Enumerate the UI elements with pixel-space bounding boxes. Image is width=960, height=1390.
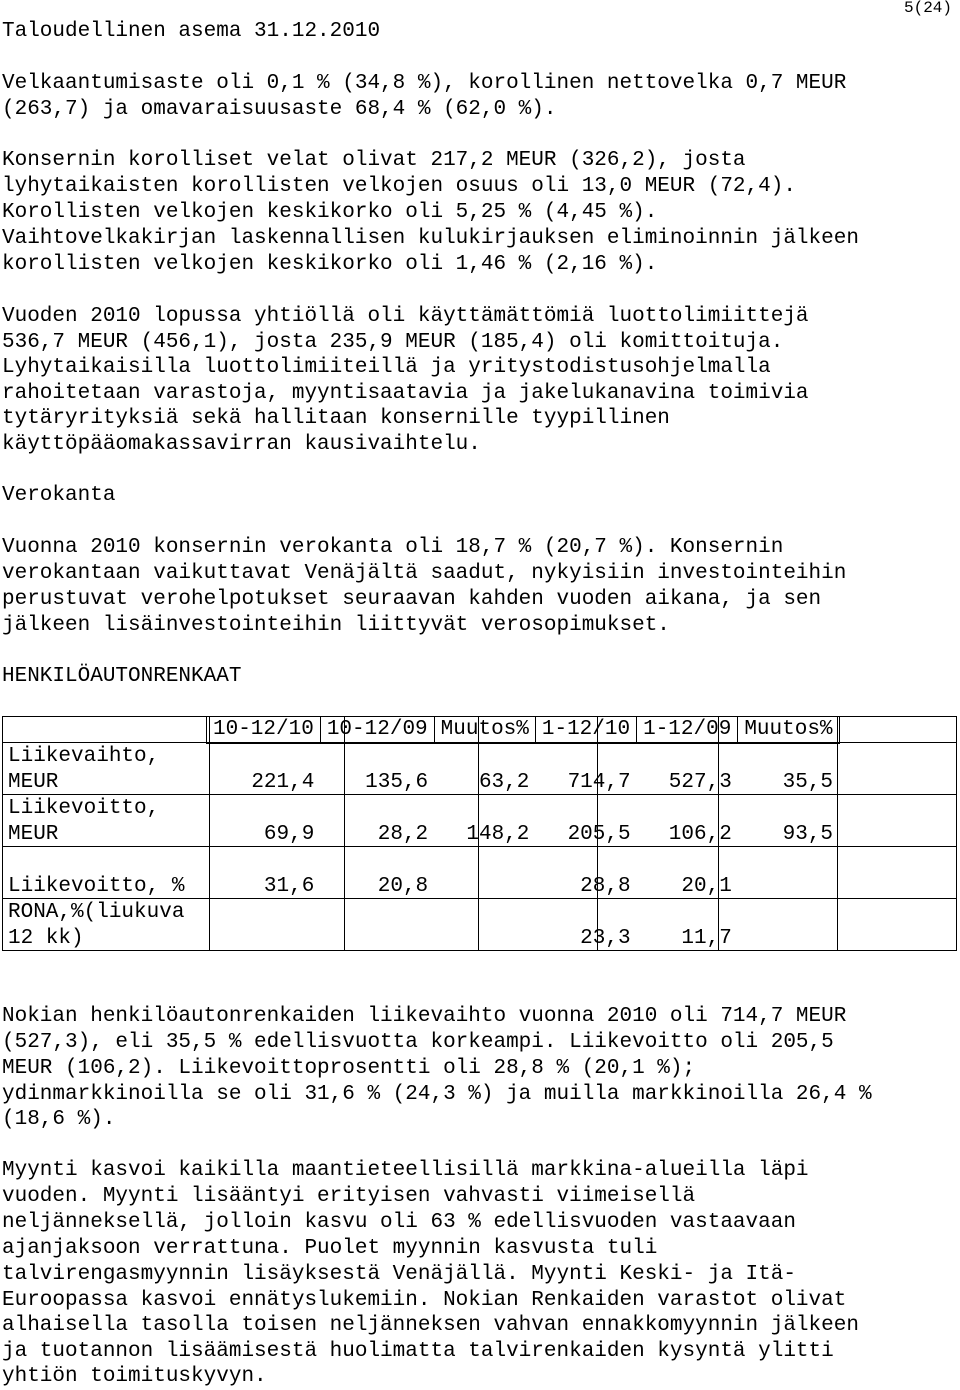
table-cell: 106,2	[668, 823, 732, 846]
table-cell: 20,8	[377, 875, 429, 898]
text-line: MEUR (106,2). Liikevoittoprosentti oli 28,8 % (20,1 %);	[2, 1057, 696, 1080]
table-cell: 714,7	[567, 771, 631, 794]
row-label	[2, 744, 207, 797]
table-cell: 11,7	[681, 927, 732, 950]
text-line: Vuoden 2010 lopussa yhtiöllä oli käyttämättömiä luottolimiittejä	[2, 305, 809, 328]
text-line: korollisten velkojen keskikorko oli 1,46 % (2,16 %).	[2, 253, 658, 276]
heading-verokanta: Verokanta	[2, 484, 116, 507]
table-cell	[434, 900, 535, 952]
text-line: (527,3), eli 35,5 % edellisvuotta korkeampi. Liikevoitto oli 205,5	[2, 1031, 834, 1054]
table-cell	[207, 900, 321, 952]
row-label-line: MEUR	[8, 823, 59, 846]
row-label: Liikevoitto, %	[8, 875, 185, 898]
table-cell: 205,5	[567, 823, 631, 846]
table-row	[2, 744, 839, 797]
table-cell: 221,4	[251, 771, 315, 794]
header-cell: 10-12/09	[320, 717, 434, 744]
table-row	[2, 848, 839, 900]
table-cell: 527,3	[668, 771, 732, 794]
header-cell: Muutos%	[434, 717, 535, 744]
table-cell: 23,3	[580, 927, 631, 950]
table-cell: 28,8	[580, 875, 631, 898]
text-line: lyhytaikaisten korollisten velkojen osuus oli 13,0 MEUR (72,4).	[2, 175, 796, 198]
text-line: jälkeen lisäinvestointeihin liittyvät verosopimukset.	[2, 614, 670, 637]
text-line: yhtiön toimituskyvyn.	[2, 1365, 267, 1388]
table-header-row	[2, 717, 839, 744]
text-line: Korollisten velkojen keskikorko oli 5,25 % (4,45 %).	[2, 201, 658, 224]
section-title: Taloudellinen asema 31.12.2010	[2, 20, 381, 43]
text-line: Nokian henkilöautonrenkaiden liikevaihto vuonna 2010 oli 714,7 MEUR	[2, 1005, 847, 1028]
table-cell	[320, 900, 434, 952]
text-line: (263,7) ja omavaraisuusaste 68,4 % (62,0 %).	[2, 98, 557, 121]
heading-henkiloautonrenkaat: HENKILÖAUTONRENKAAT	[2, 665, 242, 688]
table-row	[2, 796, 839, 848]
table-cell: 69,9	[263, 823, 315, 846]
text-line: ja tuotannon lisäämisestä huolimatta talvirenkaiden kysyntä ylitti	[2, 1340, 834, 1363]
table-cell: 20,1	[681, 875, 732, 898]
text-line: tytäryrityksiä sekä hallitaan konsernille tyypillinen	[2, 407, 670, 430]
text-line: Velkaantumisaste oli 0,1 % (34,8 %), korollinen nettovelka 0,7 MEUR	[2, 72, 847, 95]
text-line: Vaihtovelkakirjan laskennallisen kulukirjauksen eliminoinnin jälkeen	[2, 227, 859, 250]
row-label-line: 12 kk)	[8, 927, 84, 950]
row-label-line: MEUR	[8, 771, 59, 794]
row-label-line: RONA,%(liukuva	[8, 901, 185, 924]
row-label	[2, 900, 207, 952]
header-cell: 10-12/10	[207, 717, 321, 744]
text-line: Konsernin korolliset velat olivat 217,2 MEUR (326,2), josta	[2, 149, 746, 172]
table-cell: 31,6	[263, 875, 315, 898]
text-line: rahoitetaan varastoja, myyntisaatavia ja jakelukanavina toimivia	[2, 382, 809, 405]
text-line: käyttöpääomakassavirran kausivaihtelu.	[2, 433, 481, 456]
text-line: Lyhytaikaisilla luottolimiiteillä ja yritystodistusohjelmalla	[2, 356, 771, 379]
table-cell	[738, 848, 839, 900]
table-cell: 93,5	[782, 823, 834, 846]
header-cell: 1-12/09	[637, 717, 738, 744]
text-line: (18,6 %).	[2, 1108, 116, 1131]
table-cell	[738, 900, 839, 952]
header-cell	[2, 717, 207, 744]
table-cell: 35,5	[782, 771, 834, 794]
text-line: 536,7 MEUR (456,1), josta 235,9 MEUR (185,4) oli komittoituja.	[2, 331, 784, 354]
text-line: Myynti kasvoi kaikilla maantieteellisillä markkina-alueilla läpi	[2, 1159, 809, 1182]
text-line: Euroopassa kasvoi ennätyslukemiin. Nokian Renkaiden varastot olivat	[2, 1289, 847, 1312]
text-line: alhaisella tasolla toisen neljänneksen vahvan ennakkomyynnin jälkeen	[2, 1314, 859, 1337]
table-cell: 63,2	[478, 771, 530, 794]
page-number: 5(24)	[903, 0, 952, 17]
text-line: ajanjaksoon verrattuna. Puolet myynnin kasvusta tuli	[2, 1237, 658, 1260]
table-cell	[434, 848, 535, 900]
text-line: Vuonna 2010 konsernin verokanta oli 18,7 % (20,7 %). Konsernin	[2, 536, 784, 559]
header-cell: 1-12/10	[535, 717, 636, 744]
row-label	[2, 796, 207, 848]
text-line: neljänneksellä, jolloin kasvu oli 63 % edellisvuoden vastaavaan	[2, 1211, 796, 1234]
text-line: ydinmarkkinoilla se oli 31,6 % (24,3 %) ja muilla markkinoilla 26,4 %	[2, 1083, 872, 1106]
key-figures-table	[2, 716, 840, 952]
row-label-line: Liikevoitto,	[8, 797, 160, 820]
table-row	[2, 900, 839, 952]
text-line: vuoden. Myynti lisääntyi erityisen vahvasti viimeisellä	[2, 1185, 696, 1208]
table-cell: 148,2	[466, 823, 530, 846]
row-label-line: Liikevaihto,	[8, 745, 160, 768]
text-line: talvirengasmyynnin lisäyksestä Venäjällä. Myynti Keski- ja Itä-	[2, 1263, 796, 1286]
text-line: perustuvat verohelpotukset seuraavan kahden vuoden aikana, ja sen	[2, 588, 822, 611]
table-cell: 135,6	[365, 771, 429, 794]
table-cell: 28,2	[377, 823, 429, 846]
header-cell: Muutos%	[738, 717, 839, 744]
text-line: verokantaan vaikuttavat Venäjältä saadut, nykyisiin investointeihin	[2, 562, 847, 585]
